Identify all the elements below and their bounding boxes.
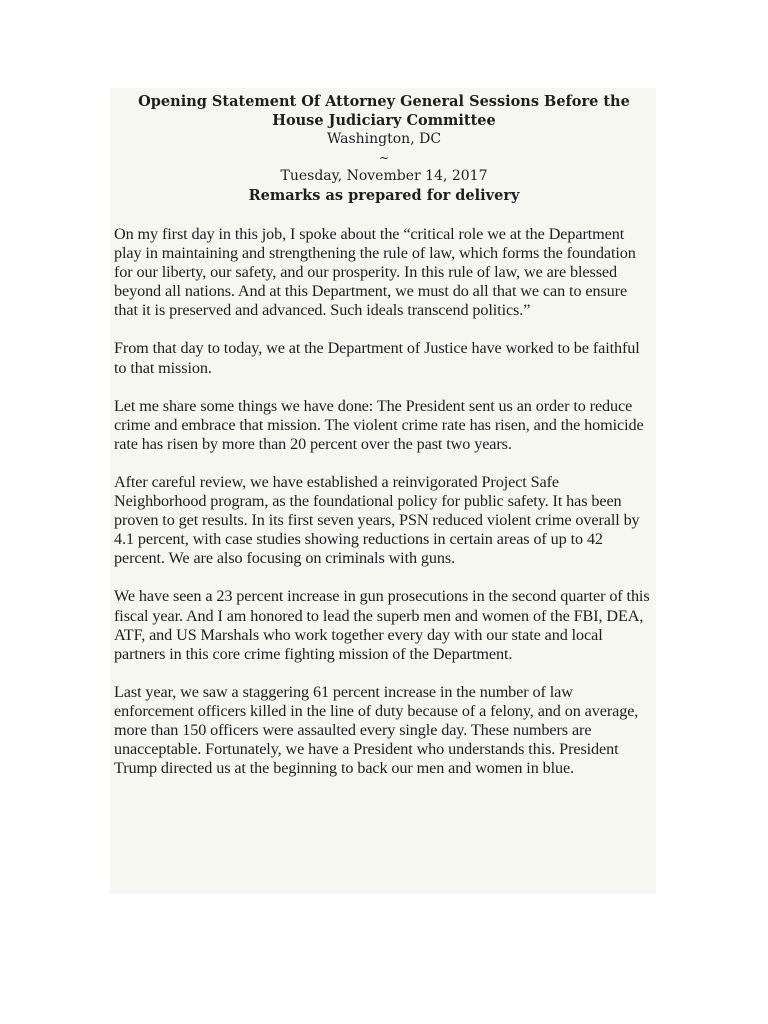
- document-page: [110, 88, 656, 894]
- paragraph-4: After careful review, we have established a reinvigorated Project Safe Neighborhood program, as the foundational policy for public safety. It has been proven to get results. In its first seven years, PSN reduced violent crime overall by 4.1 percent, with case studies showing reductions in certain areas of up to 42 percent. We are also focusing on criminals with guns.: [114, 472, 640, 568]
- paragraph-3: Let me share some things we have done: The President sent us an order to reduce crime and embrace that mission. The violent crime rate has risen, and the homicide rate has risen by more than 20 percent over the past two years.: [114, 396, 644, 453]
- document-separator: ~: [378, 151, 390, 165]
- document-date: Tuesday, November 14, 2017: [280, 168, 488, 184]
- paragraph-5: We have seen a 23 percent increase in gun prosecutions in the second quarter of this fiscal year. And I am honored to lead the superb men and women of the FBI, DEA, ATF, and US Marshals who work together every day with our state and local partners in this core crime fighting mission of the Department.: [114, 587, 650, 663]
- paragraph-1: On my first day in this job, I spoke about the “critical role we at the Department play in maintaining and strengthening the rule of law, which forms the foundation for our liberty, our safety, and our prosperity. In this rule of law, we are blessed beyond all nations. And at this Department, we must do all that we can to ensure that it is preserved and advanced. Such ideals transcend politics.”: [114, 225, 636, 320]
- document-location: Washington, DC: [326, 131, 442, 147]
- document-content: [114, 92, 654, 797]
- document-subtitle: Remarks as prepared for delivery: [248, 187, 520, 204]
- paragraph-6: Last year, we saw a staggering 61 percent increase in the number of law enforcement officers killed in the line of duty because of a felony, and on average, more than 150 officers were assaulted every single day. These numbers are unacceptable. Fortunately, we have a President who understands this. President Trump directed us at the beginning to back our men and women in blue.: [114, 682, 639, 778]
- document-body: [114, 225, 654, 778]
- document-title: Opening Statement Of Attorney General Sessions Before the House Judiciary Committee: [138, 93, 630, 129]
- paragraph-2: From that day to today, we at the Department of Justice have worked to be faithful to that mission.: [114, 339, 640, 377]
